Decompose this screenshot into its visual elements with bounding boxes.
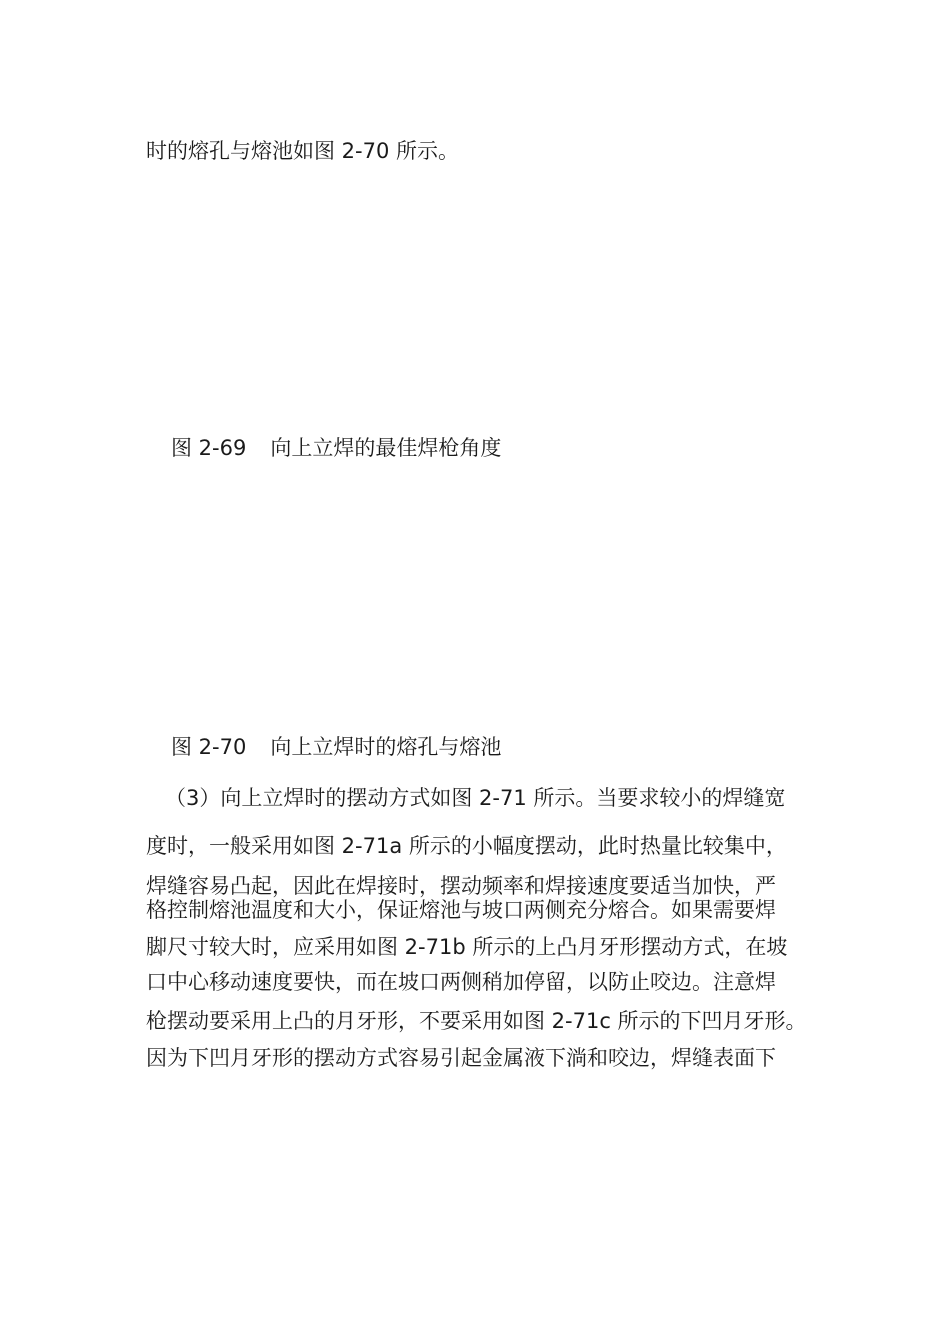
figure-title: 向上立焊的最佳焊枪角度 bbox=[270, 436, 502, 460]
paragraph-line: （3）向上立焊时的摆动方式如图 2-71 所示。当要求较小的焊缝宽 bbox=[165, 786, 786, 810]
paragraph-line: 脚尺寸较大时，应采用如图 2-71b 所示的上凸月牙形摆动方式，在坡 bbox=[146, 935, 788, 959]
paragraph-line: 口中心移动速度要快，而在坡口两侧稍加停留，以防止咬边。注意焊 bbox=[146, 970, 776, 994]
figure-title: 向上立焊时的熔孔与熔池 bbox=[270, 735, 502, 759]
paragraph-line: 焊缝容易凸起，因此在焊接时，摆动频率和焊接速度要适当加快，严 bbox=[146, 874, 776, 898]
figure-number: 图 2-70 bbox=[171, 735, 247, 759]
figure-number: 图 2-69 bbox=[171, 436, 247, 460]
paragraph-line: 枪摆动要采用上凸的月牙形，不要采用如图 2-71c 所示的下凹月牙形。 bbox=[146, 1009, 807, 1033]
paragraph-line: 因为下凹月牙形的摆动方式容易引起金属液下淌和咬边，焊缝表面下 bbox=[146, 1046, 776, 1070]
paragraph-line: 度时，一般采用如图 2-71a 所示的小幅度摆动，此时热量比较集中， bbox=[146, 834, 787, 858]
figure-caption-2-70 bbox=[171, 734, 501, 760]
paragraph-line: 格控制熔池温度和大小，保证熔池与坡口两侧充分熔合。如果需要焊 bbox=[146, 898, 776, 922]
figure-caption-2-69 bbox=[171, 435, 501, 461]
text-line: 时的熔孔与熔池如图 2-70 所示。 bbox=[146, 139, 460, 163]
